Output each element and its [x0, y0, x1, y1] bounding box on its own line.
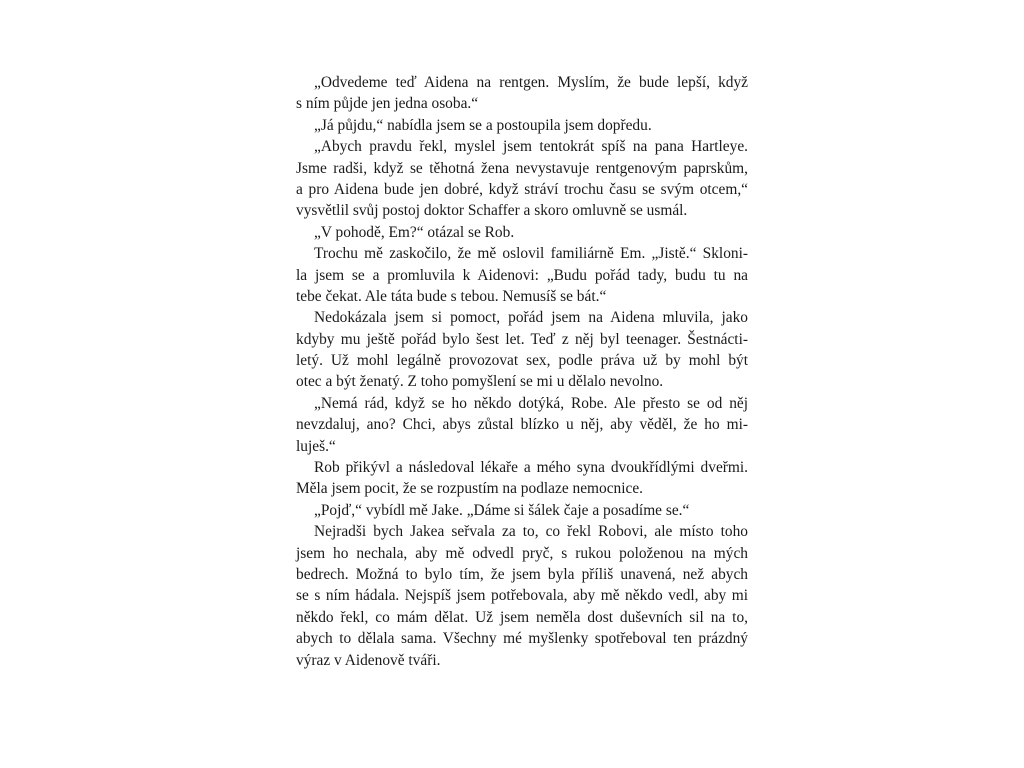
text-line: nevzdaluj, ano? Chci, abys zůstal blízko u něj, aby věděl, že ho mi-: [296, 416, 748, 434]
text-line: la jsem se a promluvila k Aidenovi: „Budu pořád tady, budu tu na: [296, 266, 748, 284]
text-line: s ním půjde jen jedna osoba.“: [296, 95, 479, 113]
text-line: abych to dělala sama. Všechny mé myšlenky spotřeboval ten prázdný: [296, 630, 748, 648]
text-line: tebe čekat. Ale táta bude s tebou. Nemusíš se bát.“: [296, 287, 607, 305]
text-line: „Nemá rád, když se ho někdo dotýká, Robe. Ale přesto se od něj: [314, 394, 748, 412]
text-line: jsem ho nechala, aby mě odvedl pryč, s rukou položenou na mých: [296, 544, 748, 562]
text-line: výraz v Aidenově tváři.: [296, 651, 441, 669]
text-line: vysvětlil svůj postoj doktor Schaffer a skoro omluvně se usmál.: [296, 202, 688, 220]
text-line: „Pojď,“ vybídl mě Jake. „Dáme si šálek čaje a posadíme se.“: [314, 501, 690, 519]
text-line: luješ.“: [296, 437, 336, 455]
text-line: „Abych pravdu řekl, myslel jsem tentokrát spíš na pana Hartleye.: [314, 138, 748, 156]
text-line: „Odvedeme teď Aidena na rentgen. Myslím, že bude lepší, když: [314, 74, 748, 91]
text-line: „Já půjdu,“ nabídla jsem se a postoupila jsem dopředu.: [314, 116, 652, 134]
text-line: letý. Už mohl legálně provozovat sex, podle práva už by mohl být: [296, 352, 748, 370]
text-line: „V pohodě, Em?“ otázal se Rob.: [314, 223, 515, 241]
text-line: Nedokázala jsem si pomoct, pořád jsem na Aidena mluvila, jako: [314, 309, 748, 327]
text-line: se s ním hádala. Nejspíš jsem potřebovala, aby mě někdo vedl, aby mi: [296, 587, 748, 605]
body-text: [296, 72, 748, 671]
text-line: Rob přikývl a následoval lékaře a mého syna dvoukřídlými dveřmi.: [314, 459, 748, 477]
text-line: kdyby mu ještě pořád bylo šest let. Teď z něj byl teenager. Šestnácti-: [296, 330, 748, 348]
text-line: Jsme radši, když se těhotná žena nevystavuje rentgenovým paprskům,: [296, 159, 748, 177]
text-line: bedrech. Možná to bylo tím, že jsem byla příliš unavená, než abych: [296, 565, 748, 583]
text-line: Trochu mě zaskočilo, že mě oslovil familiárně Em. „Jistě.“ Skloni-: [314, 245, 748, 263]
text-line: Měla jsem pocit, že se rozpustím na podlaze nemocnice.: [296, 480, 644, 498]
text-line: někdo řekl, co mám dělat. Už jsem neměla dost duševních sil na to,: [296, 608, 748, 626]
text-line: Nejradši bych Jakea seřvala za to, co řekl Robovi, ale místo toho: [314, 523, 748, 541]
text-line: a pro Aidena bude jen dobré, když stráví trochu času se svým otcem,“: [296, 180, 748, 198]
text-line: otec a být ženatý. Z toho pomyšlení se mi u dělalo nevolno.: [296, 373, 664, 391]
